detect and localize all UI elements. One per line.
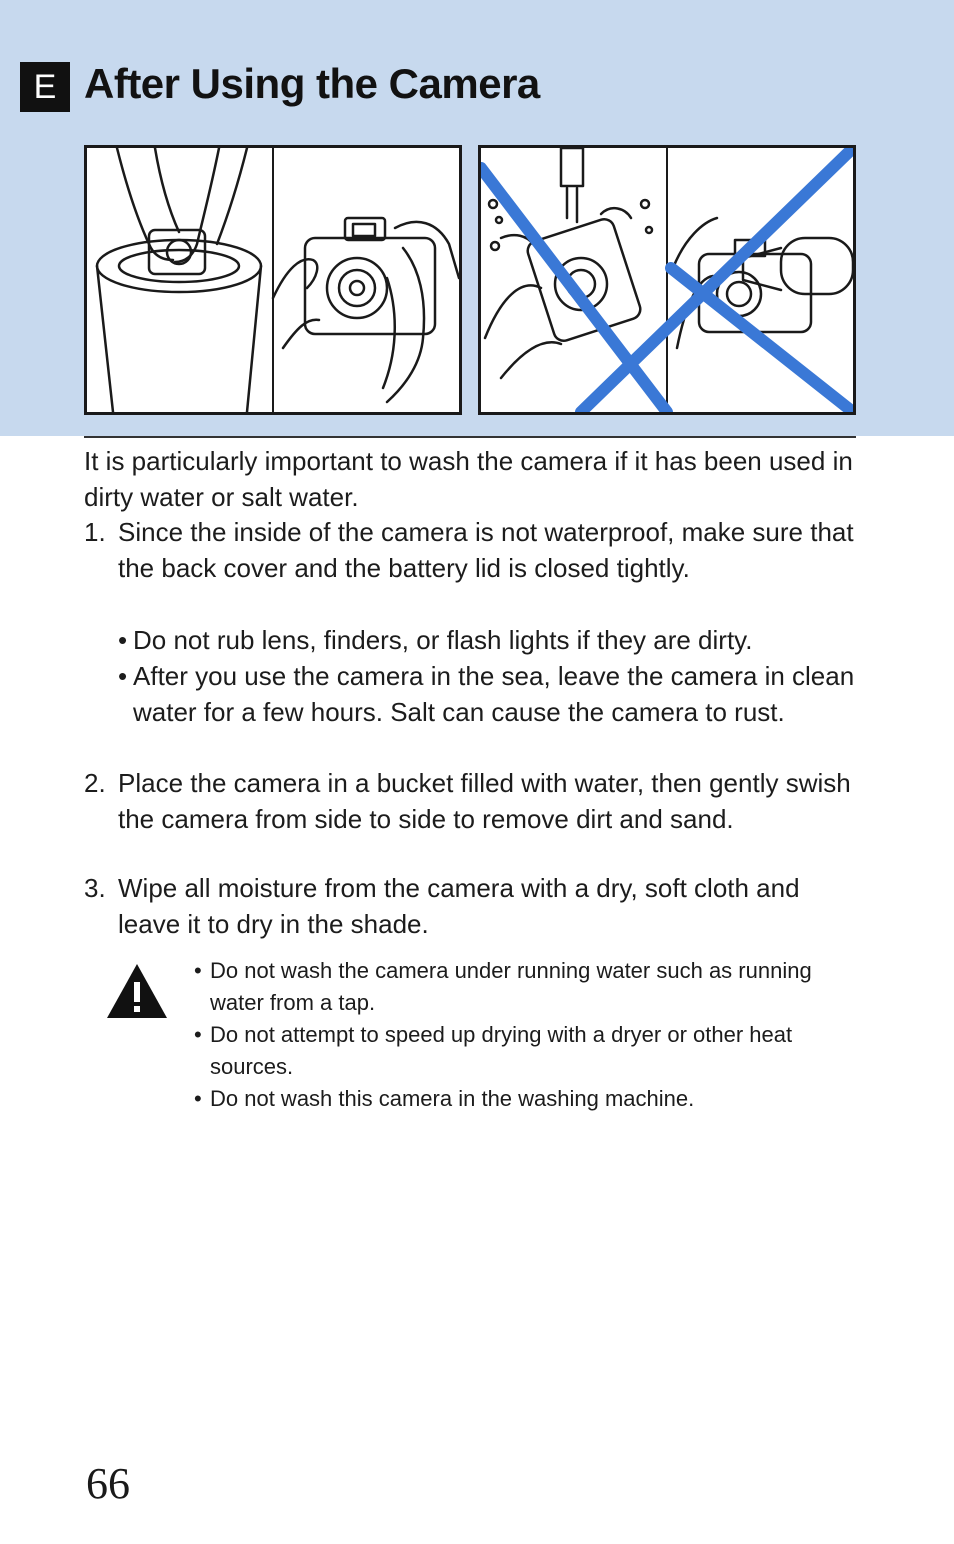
step-text: Place the camera in a bucket filled with water, then gently swish the camera from side to side to remove dirt and sand. [118,768,851,834]
warning-text: Do not attempt to speed up drying with a dryer or other heat sources. [210,1022,793,1079]
step-text: Since the inside of the camera is not waterproof, make sure that the back cover and the battery lid is closed tightly. [118,517,854,583]
step-text: Wipe all moisture from the camera with a dry, soft cloth and leave it to dry in the shade. [118,873,800,939]
prohibited-methods-illustration [478,145,856,415]
step-3 [84,870,864,942]
bullet-mark: • [118,625,128,655]
page-title: After Using the Camera [84,60,540,107]
warning-text: Do not wash the camera under running water such as running water from a tap. [210,958,812,1015]
bullet-mark: • [194,1022,202,1047]
washing-illustration [84,145,462,415]
section-badge: E [20,62,70,112]
step-1-bullet-2 [118,658,868,730]
warning-item [194,1019,864,1083]
bullet-text: Do not rub lens, finders, or flash lights if they are dirty. [133,625,753,655]
step-number: 3. [84,873,106,903]
divider [84,436,856,438]
warning-item [194,1083,864,1115]
step-number: 1. [84,517,106,547]
step-2 [84,765,864,837]
step-1 [84,514,864,586]
bullet-text: After you use the camera in the sea, leave the camera in clean water for a few hours. Salt can cause the camera to rust. [133,661,855,727]
bullet-mark: • [194,1086,202,1111]
intro-text: It is particularly important to wash the camera if it has been used in dirty water or salt water. [84,446,853,512]
warning-item [194,955,864,1019]
step-1-bullet-1 [118,622,868,658]
bullet-mark: • [118,661,128,691]
page-number: 66 [86,1459,130,1508]
warning-triangle-icon [105,962,169,1020]
warning-text: Do not wash this camera in the washing machine. [210,1086,695,1111]
bullet-mark: • [194,958,202,983]
warning-list [194,955,864,1115]
step-number: 2. [84,768,106,798]
